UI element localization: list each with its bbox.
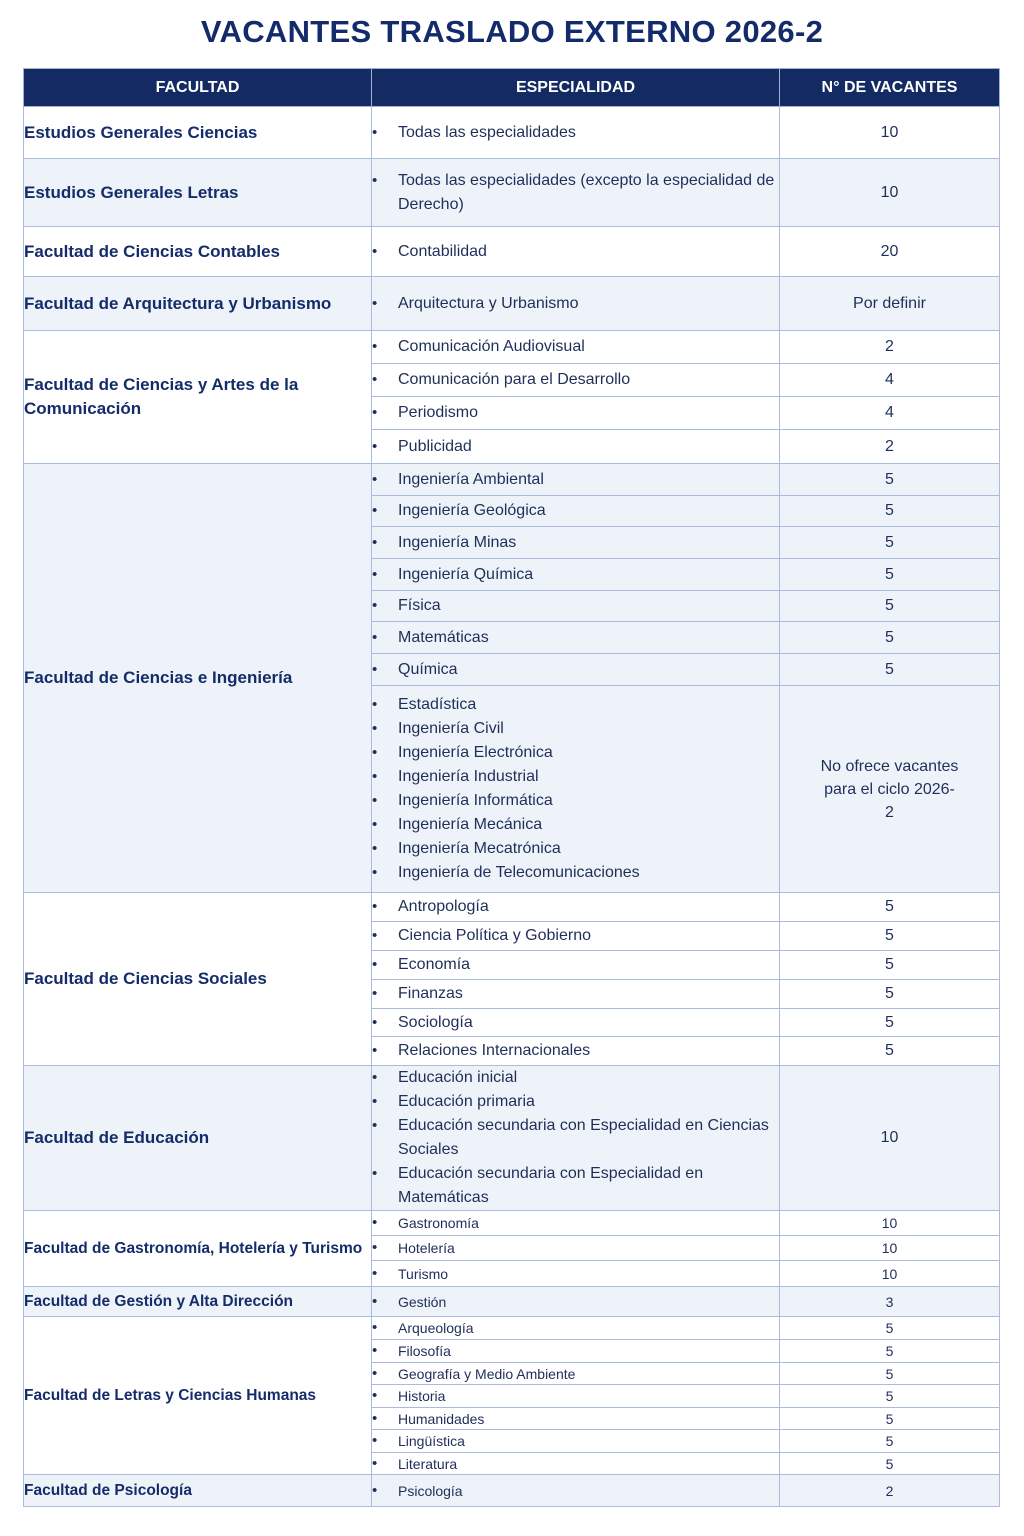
vacantes-cell: 5 <box>780 464 1000 496</box>
especialidad-cell <box>372 1430 780 1453</box>
vacantes-cell: 2 <box>780 331 1000 364</box>
especialidad-cell <box>372 951 780 980</box>
vacantes-cell: Por definir <box>780 277 1000 331</box>
especialidad-item: • Historia <box>372 1386 779 1406</box>
especialidad-item: • Educación inicial <box>372 1066 779 1090</box>
vacantes-cell: 10 <box>780 1211 1000 1236</box>
vacantes-cell: 5 <box>780 622 1000 654</box>
especialidad-item: • Relaciones Internacionales <box>372 1039 779 1063</box>
table-header-row <box>24 69 1000 107</box>
especialidad-list <box>372 1066 779 1210</box>
vacantes-cell: 5 <box>780 1037 1000 1066</box>
especialidad-cell <box>372 1317 780 1340</box>
especialidad-item: • Literatura <box>372 1454 779 1474</box>
especialidad-list <box>372 563 779 587</box>
especialidad-item: • Física <box>372 594 779 618</box>
table-body <box>24 107 1000 1507</box>
especialidad-item: • Hotelería <box>372 1238 779 1258</box>
facultad-cell: Facultad de Ciencias Sociales <box>24 893 372 1066</box>
especialidad-list <box>372 693 779 885</box>
vacantes-cell: 5 <box>780 591 1000 622</box>
facultad-cell: Facultad de Arquitectura y Urbanismo <box>24 277 372 331</box>
especialidad-item: • Ciencia Política y Gobierno <box>372 924 779 948</box>
especialidad-cell <box>372 1287 780 1317</box>
especialidad-item: • Finanzas <box>372 982 779 1006</box>
especialidad-item: • Ingeniería Geológica <box>372 499 779 523</box>
especialidad-cell <box>372 922 780 951</box>
table-row <box>24 277 1000 331</box>
especialidad-list <box>372 924 779 948</box>
vacantes-cell: 5 <box>780 1408 1000 1430</box>
vacantes-cell: 10 <box>780 1066 1000 1211</box>
header-especialidad: ESPECIALIDAD <box>372 69 780 107</box>
especialidad-cell <box>372 1066 780 1211</box>
vacantes-cell: 5 <box>780 1009 1000 1037</box>
especialidad-item: • Gestión <box>372 1292 779 1312</box>
especialidad-list <box>372 626 779 650</box>
especialidad-list <box>372 499 779 523</box>
especialidad-cell <box>372 686 780 893</box>
especialidad-item: • Todas las especialidades (excepto la especialidad de Derecho) <box>372 169 779 217</box>
especialidad-item: • Ingeniería Minas <box>372 531 779 555</box>
facultad-cell: Facultad de Gestión y Alta Dirección <box>24 1287 372 1317</box>
especialidad-cell <box>372 1340 780 1363</box>
especialidad-cell <box>372 159 780 227</box>
facultad-cell: Estudios Generales Ciencias <box>24 107 372 159</box>
especialidad-cell <box>372 1037 780 1066</box>
vacantes-cell: 4 <box>780 397 1000 430</box>
facultad-cell: Facultad de Ciencias e Ingeniería <box>24 464 372 893</box>
especialidad-item: • Ingeniería Civil <box>372 717 779 741</box>
vacantes-cell: 5 <box>780 496 1000 527</box>
especialidad-cell <box>372 1385 780 1408</box>
especialidad-item: • Ingeniería Química <box>372 563 779 587</box>
especialidad-item: • Química <box>372 658 779 682</box>
especialidad-item: • Arqueología <box>372 1318 779 1338</box>
vacantes-cell: 5 <box>780 1340 1000 1363</box>
table-row <box>24 1211 1000 1236</box>
especialidad-cell <box>372 1261 780 1287</box>
vacantes-cell: 20 <box>780 227 1000 277</box>
especialidad-item: • Sociología <box>372 1011 779 1035</box>
especialidad-item: • Publicidad <box>372 435 779 459</box>
table-row <box>24 1287 1000 1317</box>
especialidad-cell <box>372 559 780 591</box>
especialidad-cell <box>372 277 780 331</box>
facultad-cell: Estudios Generales Letras <box>24 159 372 227</box>
especialidad-list <box>372 594 779 618</box>
vacantes-cell: 5 <box>780 1385 1000 1408</box>
facultad-cell: Facultad de Educación <box>24 1066 372 1211</box>
table-row <box>24 227 1000 277</box>
especialidad-cell <box>372 107 780 159</box>
especialidad-list <box>372 292 779 316</box>
especialidad-cell <box>372 1408 780 1430</box>
especialidad-list <box>372 1431 779 1451</box>
table-row <box>24 159 1000 227</box>
especialidad-cell <box>372 527 780 559</box>
especialidad-item: • Filosofía <box>372 1341 779 1361</box>
table-row <box>24 1317 1000 1340</box>
especialidad-cell <box>372 622 780 654</box>
especialidad-cell <box>372 654 780 686</box>
especialidad-cell <box>372 1363 780 1385</box>
especialidad-item: • Ingeniería Informática <box>372 789 779 813</box>
vacantes-cell: 5 <box>780 922 1000 951</box>
especialidad-item: • Geografía y Medio Ambiente <box>372 1364 779 1384</box>
vacantes-cell: 5 <box>780 1430 1000 1453</box>
vacantes-cell: 5 <box>780 951 1000 980</box>
especialidad-list <box>372 468 779 492</box>
especialidad-list <box>372 1238 779 1258</box>
vacantes-cell: 5 <box>780 1317 1000 1340</box>
especialidad-item: • Ingeniería Industrial <box>372 765 779 789</box>
especialidad-item: • Lingüística <box>372 1431 779 1451</box>
facultad-cell: Facultad de Letras y Ciencias Humanas <box>24 1317 372 1475</box>
page-title: VACANTES TRASLADO EXTERNO 2026-2 <box>200 14 824 49</box>
especialidad-list <box>372 895 779 919</box>
vacantes-cell: 5 <box>780 559 1000 591</box>
table-row <box>24 107 1000 159</box>
facultad-cell: Facultad de Psicología <box>24 1475 372 1507</box>
table-row <box>24 1475 1000 1507</box>
especialidad-list <box>372 953 779 977</box>
especialidad-list <box>372 1409 779 1429</box>
especialidad-item: • Educación primaria <box>372 1090 779 1114</box>
especialidad-cell <box>372 331 780 364</box>
especialidad-list <box>372 169 779 217</box>
facultad-cell: Facultad de Ciencias Contables <box>24 227 372 277</box>
especialidad-cell <box>372 1211 780 1236</box>
especialidad-list <box>372 1039 779 1063</box>
especialidad-item: • Comunicación Audiovisual <box>372 335 779 359</box>
vacantes-cell: 2 <box>780 1475 1000 1507</box>
especialidad-item: • Ingeniería Mecatrónica <box>372 837 779 861</box>
vacantes-cell: 5 <box>780 654 1000 686</box>
especialidad-list <box>372 531 779 555</box>
vacantes-cell: 10 <box>780 107 1000 159</box>
especialidad-item: • Humanidades <box>372 1409 779 1429</box>
header-vacantes: N° DE VACANTES <box>780 69 1000 107</box>
especialidad-list <box>372 335 779 359</box>
especialidad-cell <box>372 980 780 1009</box>
especialidad-item: • Periodismo <box>372 401 779 425</box>
especialidad-cell <box>372 430 780 464</box>
vacantes-cell: 5 <box>780 1453 1000 1475</box>
table-row <box>24 464 1000 496</box>
especialidad-list <box>372 982 779 1006</box>
table-row <box>24 1066 1000 1211</box>
especialidad-list <box>372 1481 779 1501</box>
vacantes-cell: 4 <box>780 364 1000 397</box>
especialidad-item: • Educación secundaria con Especialidad en Matemáticas <box>372 1162 779 1210</box>
especialidad-item: • Economía <box>372 953 779 977</box>
especialidad-item: • Matemáticas <box>372 626 779 650</box>
especialidad-list <box>372 1011 779 1035</box>
especialidad-item: • Psicología <box>372 1481 779 1501</box>
header-facultad: FACULTAD <box>24 69 372 107</box>
especialidad-item: • Todas las especialidades <box>372 121 779 145</box>
especialidad-item: • Antropología <box>372 895 779 919</box>
especialidad-list <box>372 1341 779 1361</box>
especialidad-list <box>372 435 779 459</box>
especialidad-cell <box>372 1453 780 1475</box>
especialidad-item: • Comunicación para el Desarrollo <box>372 368 779 392</box>
especialidad-cell <box>372 1236 780 1261</box>
especialidad-list <box>372 1292 779 1312</box>
especialidad-item: • Ingeniería de Telecomunicaciones <box>372 861 779 885</box>
especialidad-cell <box>372 397 780 430</box>
especialidad-cell <box>372 364 780 397</box>
especialidad-cell <box>372 1009 780 1037</box>
vacantes-cell: 5 <box>780 1363 1000 1385</box>
especialidad-cell <box>372 496 780 527</box>
especialidad-cell <box>372 1475 780 1507</box>
especialidad-item: • Estadística <box>372 693 779 717</box>
vacantes-cell: 5 <box>780 527 1000 559</box>
especialidad-cell <box>372 591 780 622</box>
vacantes-cell: 10 <box>780 159 1000 227</box>
facultad-cell: Facultad de Gastronomía, Hotelería y Turismo <box>24 1211 372 1287</box>
table-row <box>24 893 1000 922</box>
especialidad-item: • Turismo <box>372 1264 779 1284</box>
especialidad-item: • Ingeniería Electrónica <box>372 741 779 765</box>
especialidad-list <box>372 368 779 392</box>
vacantes-cell: No ofrece vacantes para el ciclo 2026-2 <box>780 686 1000 893</box>
especialidad-list <box>372 1386 779 1406</box>
vacancies-table <box>23 68 1000 1507</box>
especialidad-list <box>372 1318 779 1338</box>
vacantes-cell: 10 <box>780 1236 1000 1261</box>
vacantes-cell: 5 <box>780 893 1000 922</box>
facultad-cell: Facultad de Ciencias y Artes de la Comunicación <box>24 331 372 464</box>
especialidad-cell <box>372 893 780 922</box>
especialidad-list <box>372 1364 779 1384</box>
especialidad-cell <box>372 464 780 496</box>
especialidad-list <box>372 401 779 425</box>
table-row <box>24 331 1000 364</box>
vacantes-cell: 3 <box>780 1287 1000 1317</box>
especialidad-list <box>372 1264 779 1284</box>
especialidad-list <box>372 240 779 264</box>
especialidad-cell <box>372 227 780 277</box>
vacantes-cell: 2 <box>780 430 1000 464</box>
especialidad-item: • Ingeniería Ambiental <box>372 468 779 492</box>
vacantes-cell: 10 <box>780 1261 1000 1287</box>
especialidad-item: • Arquitectura y Urbanismo <box>372 292 779 316</box>
especialidad-item: • Ingeniería Mecánica <box>372 813 779 837</box>
especialidad-item: • Educación secundaria con Especialidad en Ciencias Sociales <box>372 1114 779 1162</box>
especialidad-list <box>372 121 779 145</box>
especialidad-item: • Gastronomía <box>372 1213 779 1233</box>
especialidad-list <box>372 1213 779 1233</box>
vacantes-cell: 5 <box>780 980 1000 1009</box>
especialidad-list <box>372 1454 779 1474</box>
especialidad-list <box>372 658 779 682</box>
especialidad-item: • Contabilidad <box>372 240 779 264</box>
